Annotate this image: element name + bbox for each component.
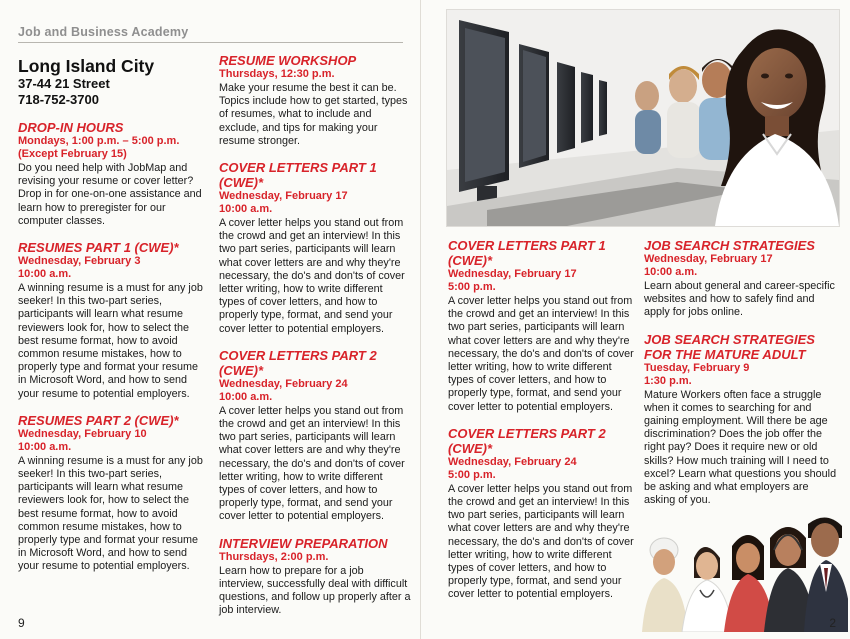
event-schedule: Wednesday, February 17: [448, 268, 577, 280]
event-schedule: 5:00 p.m.: [448, 468, 496, 481]
event-section: [18, 120, 206, 228]
event-schedule: Thursdays, 2:00 p.m.: [219, 550, 329, 563]
event-description: Do you need help with JobMap and revising your resume or cover letter? Drop in for one-on-one assistance and learn how to preregister for our computer classes.: [18, 162, 202, 227]
computer-lab-photo: [446, 9, 840, 227]
event-schedule: Tuesday, February 9: [644, 361, 750, 374]
event-description: A winning resume is a must for any job seeker! In this two-part series, participants will learn what resume reviewers look for, how to select the best resume format, how to avoid common resume mistakes, how to properly type and format your resume in Microsoft Word, and how to send your resume to potential employers.: [18, 282, 203, 400]
left-col2-sections: [219, 53, 411, 617]
right-col1-sections: [448, 238, 634, 602]
computer-lab-illustration: [447, 10, 839, 226]
left-col1-sections: [18, 120, 206, 574]
location-block: [18, 56, 206, 108]
event-title: RESUMES PART 1 (CWE)*: [18, 240, 179, 256]
event-title: INTERVIEW PREPARATION: [219, 535, 388, 551]
section-header: Job and Business Academy: [18, 25, 189, 39]
event-section: [644, 238, 842, 320]
right-page: [421, 0, 850, 639]
event-description: A cover letter helps you stand out from the crowd and get an interview! In this two part series, participants will learn what cover letters are and why they're necessary, the do's and don'ts of cover letter writing, how to write different types of cover letters, and how to properly type, format, and send your cover letter to potential employers.: [448, 482, 634, 601]
event-section: [219, 348, 411, 524]
event-schedule: 10:00 a.m.: [18, 440, 72, 453]
event-section: [18, 413, 206, 574]
event-title: JOB SEARCH STRATEGIES: [644, 238, 815, 253]
event-title: COVER LETTERS PART 2 (CWE)*: [448, 425, 606, 456]
event-description: Make your resume the best it can be. Topics include how to get started, types of resumes, what to include and exclude, and tips for making your resume stronger.: [219, 82, 408, 147]
event-section: [219, 536, 411, 618]
event-title: DROP-IN HOURS: [18, 120, 124, 135]
event-schedule: 10:00 a.m.: [219, 390, 273, 403]
event-description: A cover letter helps you stand out from the crowd and get an interview! In this two part series, participants will learn what cover letters are and why they're necessary, the do's and don'ts of cover letter writing, how to write different types of cover letters, and how to properly type, format, and send your cover letter to potential employers.: [448, 295, 634, 413]
location-address: 37-44 21 Street: [18, 76, 110, 91]
event-schedule: Wednesday, February 24: [219, 377, 348, 390]
event-schedule: 10:00 a.m.: [644, 266, 698, 278]
event-section: [448, 238, 634, 414]
event-schedule: 10:00 a.m.: [219, 203, 273, 216]
event-title: RESUMES PART 2 (CWE)*: [18, 412, 179, 428]
event-schedule: Wednesday, February 3: [18, 255, 141, 268]
left-column-1: [18, 56, 206, 586]
event-schedule: 10:00 a.m.: [18, 268, 72, 281]
location-name: Long Island City: [18, 56, 155, 76]
professionals-illustration: [636, 506, 848, 632]
event-schedule: Thursdays, 12:30 p.m.: [219, 68, 335, 80]
event-section: [219, 160, 411, 336]
event-schedule: (Except February 15): [18, 148, 127, 160]
event-title: RESUME WORKSHOP: [219, 53, 357, 68]
event-schedule: Wednesday, February 17: [219, 190, 348, 203]
event-description: A winning resume is a must for any job seeker! In this two-part series, participants will learn what resume reviewers look for, how to select the best resume format, how to avoid common resume mistakes, how to properly type and format your resume in Microsoft Word, and how to send your resume to potential employers.: [18, 454, 203, 573]
event-description: Mature Workers often face a struggle when it comes to searching for and gaining employment. Will there be age discrimination? Does the job offer the right pay? Does it require new or old skills? How much training will I need to excel? Learn what questions you should be asking and what employers are asking of you.: [644, 388, 837, 507]
event-title: COVER LETTERS PART 1 (CWE)*: [448, 238, 606, 268]
event-title: COVER LETTERS PART 1 (CWE)*: [219, 160, 377, 191]
event-schedule: Wednesday, February 10: [18, 427, 147, 440]
right-column-2: [644, 238, 842, 519]
event-description: Learn how to prepare for a job interview, successfully deal with difficult questions, and follow up properly after a job interview.: [219, 564, 411, 617]
location-phone: 718-752-3700: [18, 92, 99, 107]
event-section: [644, 332, 842, 508]
page-number-left: 9: [18, 616, 25, 630]
right-column-1: [448, 238, 634, 614]
event-description: A cover letter helps you stand out from the crowd and get an interview! In this two part series, participants will learn what cover letters are and why they're necessary, the do's and don'ts of cover letter writing, how to write different types of cover letters, and how to properly type, format, and send your cover letter to potential employers.: [219, 404, 405, 523]
event-schedule: Wednesday, February 24: [448, 455, 577, 468]
event-description: Learn about general and career-specific websites and how to safely find and apply for jobs online.: [644, 280, 835, 319]
event-section: [18, 240, 206, 401]
header-rule: [18, 42, 403, 43]
left-column-2: [219, 53, 411, 629]
event-schedule: Wednesday, February 17: [644, 253, 773, 265]
right-col2-sections: [644, 238, 842, 507]
professionals-photo: [636, 506, 848, 632]
event-title: COVER LETTERS PART 2 (CWE)*: [219, 347, 377, 378]
event-schedule: Mondays, 1:00 p.m. – 5:00 p.m.: [18, 135, 180, 147]
event-section: [448, 426, 634, 602]
event-description: A cover letter helps you stand out from the crowd and get an interview! In this two part series, participants will learn what cover letters are and why they're necessary, the do's and don'ts of cover letter writing, how to write different types of cover letters, and how to properly type, format, and send your cover letter to potential employers.: [219, 217, 405, 335]
event-title: JOB SEARCH STRATEGIES FOR THE MATURE ADULT: [644, 331, 815, 362]
event-schedule: 1:30 p.m.: [644, 374, 692, 387]
event-schedule: 5:00 p.m.: [448, 281, 496, 293]
event-section: [219, 53, 411, 148]
page-number-right: 2: [829, 616, 836, 630]
left-page: [0, 0, 421, 639]
